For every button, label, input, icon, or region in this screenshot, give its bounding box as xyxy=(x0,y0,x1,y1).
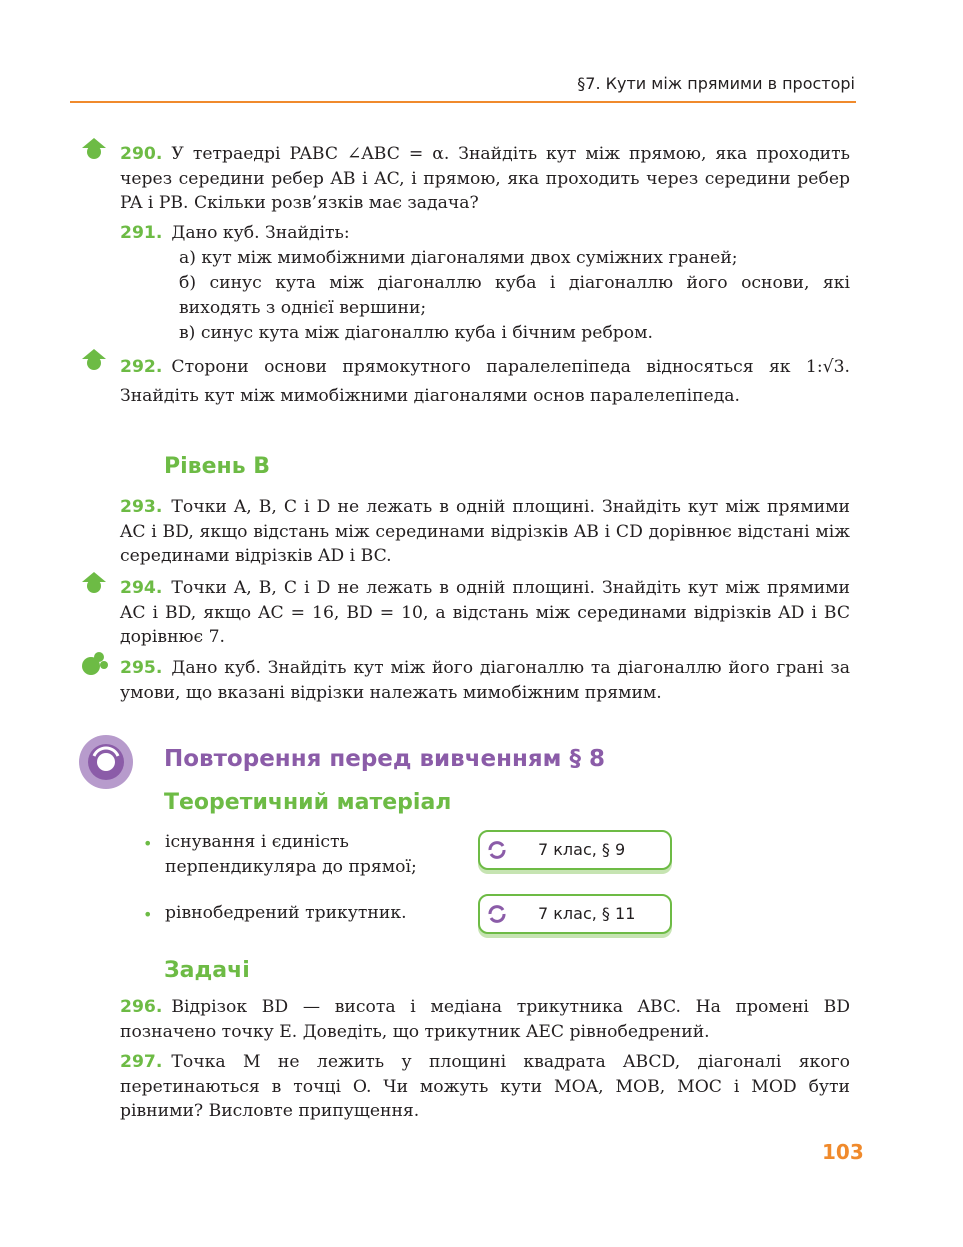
problem-number: 293. xyxy=(120,497,163,517)
problem-number: 291. xyxy=(120,223,163,243)
reference-box-1[interactable] xyxy=(478,830,672,870)
heading-review: Повторення перед вивченням § 8 xyxy=(164,746,605,772)
reference-label: 7 клас, § 9 xyxy=(538,840,626,859)
problem-number: 294. xyxy=(120,578,163,598)
problem-text: Точки A, B, C і D не лежать в одній площині. Знайдіть кут між прямими AC і BD, якщо AC = 16, BD = 10, а відстань між серединами відрізків AD і BC дорівнює 7. xyxy=(120,578,850,647)
problem-text: Дано куб. Знайдіть кут між його діагоналлю та діагоналлю його грані за умови, що вказані відрізки належать мимобіжним прямим. xyxy=(120,658,850,703)
leaf-marker-icon xyxy=(80,650,110,678)
problem-292 xyxy=(120,353,850,411)
heading-theory: Теоретичний матеріал xyxy=(164,790,452,815)
problem-text: Точки A, B, C і D не лежать в одній площині. Знайдіть кут між прямими AC і BD, якщо відстань між серединами відрізків AB і CD дорівнює відстані між серединами відрізків AD і BC. xyxy=(120,497,850,566)
heading-level-b: Рівень В xyxy=(164,454,271,479)
problem-text: Сторони основи прямокутного паралелепіпеда відносяться як 1:√3. Знайдіть кут між мимобіжними діагоналями основ паралелепіпеда. xyxy=(120,357,850,406)
problem-291 xyxy=(120,221,850,246)
bullet-icon: • xyxy=(143,905,153,924)
problem-text: Відрізок BD — висота і медіана трикутника ABC. На промені BD позначено точку E. Доведіть, що трикутник AEC рівнобедрений. xyxy=(120,997,850,1042)
header-title: §7. Кути між прямими в просторі xyxy=(577,74,855,93)
problem-text: Точка M не лежить у площині квадрата ABCD, діагоналі якого перетинаються в точці O. Чи можуть кути MOA, MOB, MOC і MOD бути рівними? Висловте припущення. xyxy=(120,1052,850,1121)
reference-label: 7 клас, § 11 xyxy=(538,904,636,923)
problem-text: У тетраедрі PABC ∠ABC = α. Знайдіть кут між прямою, яка проходить через середини ребер AB і AC, і прямою, яка проходить через середини ребер PA і PB. Скільки розв’язків має задача? xyxy=(120,144,850,213)
problem-297 xyxy=(120,1050,850,1124)
theory-item-1: існування і єдиність перпендикуляра до прямої; xyxy=(165,832,417,877)
problem-295 xyxy=(120,656,850,705)
subitem-a: а) кут між мимобіжними діагоналями двох суміжних граней; xyxy=(179,248,738,268)
house-marker-icon xyxy=(80,570,110,594)
problem-294 xyxy=(120,576,850,650)
header-divider xyxy=(70,101,856,103)
refresh-icon xyxy=(486,903,508,925)
house-marker-icon xyxy=(80,347,110,371)
house-marker-icon xyxy=(80,136,110,160)
problem-290 xyxy=(120,142,850,216)
page-number: 103 xyxy=(822,1140,864,1164)
problem-293 xyxy=(120,495,850,569)
problem-number: 292. xyxy=(120,357,163,377)
problem-number: 290. xyxy=(120,144,163,164)
reference-box-2[interactable] xyxy=(478,894,672,934)
refresh-icon xyxy=(486,839,508,861)
bullet-icon: • xyxy=(143,834,153,853)
problem-296 xyxy=(120,995,850,1044)
heading-tasks: Задачі xyxy=(164,958,250,983)
problem-number: 295. xyxy=(120,658,163,678)
subitem-c: в) синус кута між діагоналлю куба і бічним ребром. xyxy=(179,323,653,343)
review-circle-icon xyxy=(78,734,134,790)
problem-number: 296. xyxy=(120,997,163,1017)
theory-item-2: рівнобедрений трикутник. xyxy=(165,903,407,923)
subitem-b: б) синус кута між діагоналлю куба і діагоналлю його основи, які виходять з однієї вершини; xyxy=(179,273,850,318)
problem-text: Дано куб. Знайдіть: xyxy=(171,223,350,243)
problem-number: 297. xyxy=(120,1052,163,1072)
